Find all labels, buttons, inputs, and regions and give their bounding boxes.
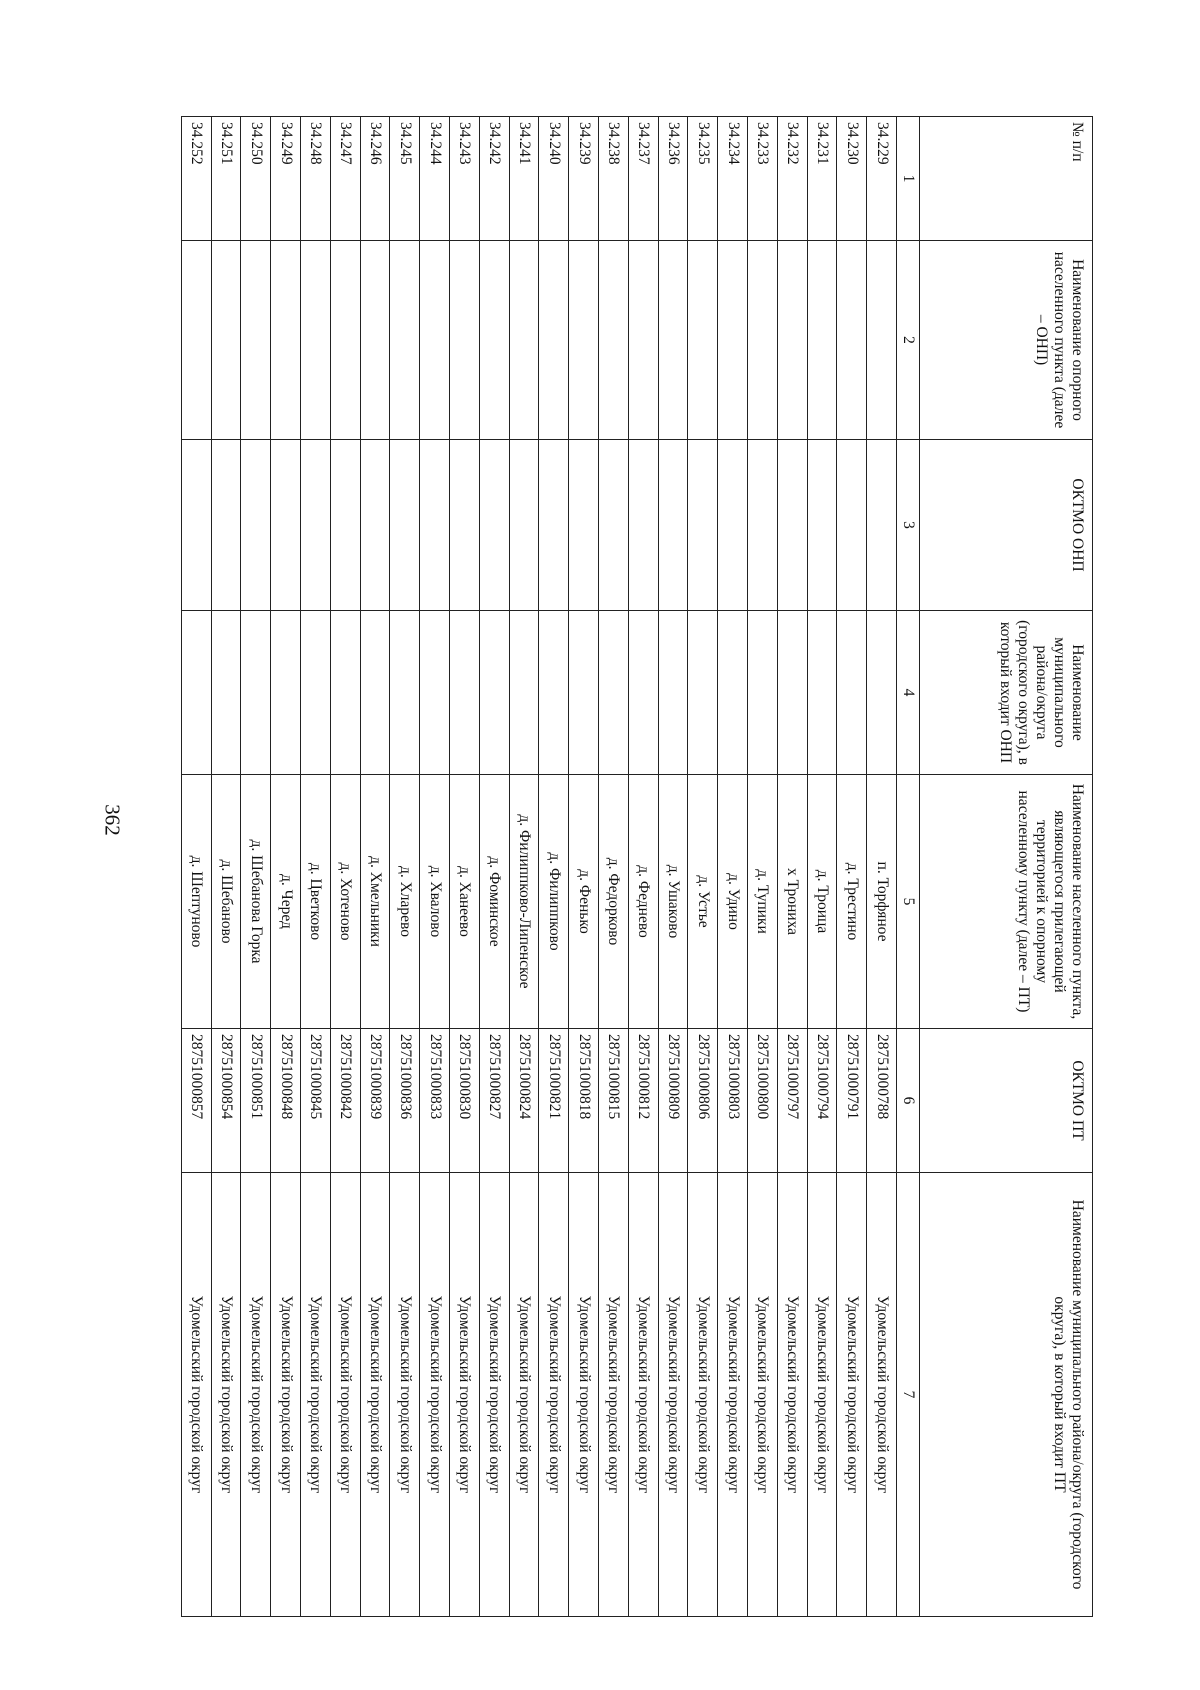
row-oktmo-onp: [479, 440, 509, 611]
row-oktmo-pt: 28751000815: [599, 1029, 629, 1173]
table-row: [390, 117, 420, 1617]
row-num: 34.232: [777, 117, 807, 241]
row-district-pt: Удомельский городской округ: [211, 1173, 241, 1617]
row-oktmo-pt: 28751000803: [718, 1029, 748, 1173]
row-num: 34.244: [420, 117, 450, 241]
row-num: 34.233: [748, 117, 778, 241]
table-row: [807, 117, 837, 1617]
row-district-onp: [599, 611, 629, 775]
row-num: 34.246: [360, 117, 390, 241]
column-number: 5: [897, 775, 920, 1029]
table-row: [599, 117, 629, 1617]
row-pt-name: д. Шебанова Горка: [241, 775, 271, 1029]
row-pt-name: д. Ханеево: [450, 775, 480, 1029]
row-oktmo-pt: 28751000848: [271, 1029, 301, 1173]
row-oktmo-pt: 28751000788: [867, 1029, 897, 1173]
row-district-pt: Удомельский городской округ: [807, 1173, 837, 1617]
row-oktmo-pt: 28751000812: [628, 1029, 658, 1173]
row-district-pt: Удомельский городской округ: [360, 1173, 390, 1617]
row-district-pt: Удомельский городской округ: [539, 1173, 569, 1617]
row-onp: [301, 241, 331, 440]
row-pt-name: д. Хвалово: [420, 775, 450, 1029]
row-district-pt: Удомельский городской округ: [688, 1173, 718, 1617]
row-district-onp: [628, 611, 658, 775]
row-num: 34.242: [479, 117, 509, 241]
row-onp: [539, 241, 569, 440]
row-oktmo-onp: [360, 440, 390, 611]
row-district-pt: Удомельский городской округ: [569, 1173, 599, 1617]
row-onp: [748, 241, 778, 440]
row-oktmo-onp: [688, 440, 718, 611]
row-district-onp: [837, 611, 867, 775]
table-row: [330, 117, 360, 1617]
row-oktmo-onp: [330, 440, 360, 611]
row-onp: [181, 241, 211, 440]
settlements-table: [181, 116, 1093, 1617]
row-pt-name: д. Феднево: [628, 775, 658, 1029]
row-num: 34.248: [301, 117, 331, 241]
header-oktmo-onp: ОКТМО ОНП: [920, 440, 1093, 611]
column-number: 7: [897, 1173, 920, 1617]
row-pt-name: д. Троица: [807, 775, 837, 1029]
row-district-onp: [867, 611, 897, 775]
column-number: 3: [897, 440, 920, 611]
row-onp: [807, 241, 837, 440]
row-oktmo-onp: [807, 440, 837, 611]
row-district-pt: Удомельский городской округ: [181, 1173, 211, 1617]
row-num: 34.229: [867, 117, 897, 241]
row-num: 34.251: [211, 117, 241, 241]
row-oktmo-onp: [867, 440, 897, 611]
row-district-onp: [420, 611, 450, 775]
row-pt-name: д. Хмельники: [360, 775, 390, 1029]
table-row: [718, 117, 748, 1617]
row-oktmo-pt: 28751000794: [807, 1029, 837, 1173]
row-oktmo-onp: [211, 440, 241, 611]
table-row: [360, 117, 390, 1617]
row-oktmo-pt: 28751000845: [301, 1029, 331, 1173]
row-oktmo-pt: 28751000824: [509, 1029, 539, 1173]
row-pt-name: д. Ушаково: [658, 775, 688, 1029]
row-pt-name: д. Хларево: [390, 775, 420, 1029]
row-district-pt: Удомельский городской округ: [479, 1173, 509, 1617]
row-district-onp: [479, 611, 509, 775]
row-num: 34.237: [628, 117, 658, 241]
table-row: [569, 117, 599, 1617]
row-district-onp: [748, 611, 778, 775]
table-row: [658, 117, 688, 1617]
header-num: № п/п: [920, 117, 1093, 241]
row-num: 34.240: [539, 117, 569, 241]
row-district-pt: Удомельский городской округ: [301, 1173, 331, 1617]
row-pt-name: д. Трестино: [837, 775, 867, 1029]
header-district-pt: Наименование муниципального района/округа (городского округа), в который входит ПТ: [920, 1173, 1093, 1617]
row-oktmo-pt: 28751000791: [837, 1029, 867, 1173]
row-oktmo-onp: [181, 440, 211, 611]
row-oktmo-pt: 28751000836: [390, 1029, 420, 1173]
row-district-onp: [241, 611, 271, 775]
row-pt-name: д. Удино: [718, 775, 748, 1029]
row-district-pt: Удомельский городской округ: [420, 1173, 450, 1617]
table-row: [241, 117, 271, 1617]
row-num: 34.231: [807, 117, 837, 241]
row-num: 34.245: [390, 117, 420, 241]
row-district-pt: Удомельский городской округ: [450, 1173, 480, 1617]
row-oktmo-onp: [837, 440, 867, 611]
table-row: [420, 117, 450, 1617]
row-oktmo-onp: [628, 440, 658, 611]
row-oktmo-pt: 28751000818: [569, 1029, 599, 1173]
row-num: 34.241: [509, 117, 539, 241]
row-oktmo-pt: 28751000809: [658, 1029, 688, 1173]
row-district-pt: Удомельский городской округ: [241, 1173, 271, 1617]
header-district-onp: Наименование муниципального района/округа (городского округа), в который входит ОНП: [920, 611, 1093, 775]
header-oktmo-pt: ОКТМО ПТ: [920, 1029, 1093, 1173]
row-oktmo-onp: [658, 440, 688, 611]
row-onp: [628, 241, 658, 440]
row-num: 34.238: [599, 117, 629, 241]
row-oktmo-onp: [539, 440, 569, 611]
row-num: 34.247: [330, 117, 360, 241]
row-oktmo-onp: [450, 440, 480, 611]
column-number: 4: [897, 611, 920, 775]
row-num: 34.230: [837, 117, 867, 241]
row-district-onp: [807, 611, 837, 775]
row-num: 34.250: [241, 117, 271, 241]
table-row: [301, 117, 331, 1617]
table-row: [837, 117, 867, 1617]
row-district-pt: Удомельский городской округ: [509, 1173, 539, 1617]
row-district-onp: [569, 611, 599, 775]
row-num: 34.243: [450, 117, 480, 241]
row-num: 34.234: [718, 117, 748, 241]
row-district-pt: Удомельский городской округ: [658, 1173, 688, 1617]
column-number: 6: [897, 1029, 920, 1173]
row-oktmo-pt: 28751000839: [360, 1029, 390, 1173]
column-number-row: [897, 117, 920, 1617]
table-row: [509, 117, 539, 1617]
row-oktmo-pt: 28751000821: [539, 1029, 569, 1173]
table-row: [628, 117, 658, 1617]
row-pt-name: х Трониха: [777, 775, 807, 1029]
row-oktmo-onp: [509, 440, 539, 611]
row-oktmo-onp: [271, 440, 301, 611]
row-pt-name: д. Фоминское: [479, 775, 509, 1029]
row-onp: [718, 241, 748, 440]
row-onp: [241, 241, 271, 440]
table-row: [450, 117, 480, 1617]
row-onp: [271, 241, 301, 440]
row-oktmo-pt: 28751000854: [211, 1029, 241, 1173]
row-num: 34.239: [569, 117, 599, 241]
table-row: [539, 117, 569, 1617]
row-district-onp: [211, 611, 241, 775]
row-num: 34.236: [658, 117, 688, 241]
row-district-pt: Удомельский городской округ: [867, 1173, 897, 1617]
row-district-onp: [301, 611, 331, 775]
row-pt-name: д. Цветково: [301, 775, 331, 1029]
row-onp: [837, 241, 867, 440]
table-row: [271, 117, 301, 1617]
header-onp: Наименование опорного населенного пункта (далее – ОНП): [920, 241, 1093, 440]
row-pt-name: д. Устье: [688, 775, 718, 1029]
row-district-onp: [181, 611, 211, 775]
row-pt-name: д. Хотеново: [330, 775, 360, 1029]
row-num: 34.249: [271, 117, 301, 241]
page-number: 362: [100, 804, 125, 836]
row-district-onp: [777, 611, 807, 775]
row-pt-name: д. Филиппково-Липенское: [509, 775, 539, 1029]
row-oktmo-onp: [718, 440, 748, 611]
row-pt-name: д. Тупики: [748, 775, 778, 1029]
row-onp: [479, 241, 509, 440]
row-onp: [420, 241, 450, 440]
row-num: 34.235: [688, 117, 718, 241]
row-pt-name: д. Федорково: [599, 775, 629, 1029]
table-row: [867, 117, 897, 1617]
row-oktmo-onp: [390, 440, 420, 611]
column-number: 1: [897, 117, 920, 241]
row-onp: [658, 241, 688, 440]
row-pt-name: д. Филиппково: [539, 775, 569, 1029]
table-body: [181, 117, 896, 1617]
row-oktmo-pt: 28751000830: [450, 1029, 480, 1173]
row-district-pt: Удомельский городской округ: [330, 1173, 360, 1617]
row-pt-name: п. Торфяное: [867, 775, 897, 1029]
row-oktmo-onp: [420, 440, 450, 611]
row-oktmo-onp: [777, 440, 807, 611]
row-district-onp: [658, 611, 688, 775]
row-pt-name: д. Шебаново: [211, 775, 241, 1029]
header-pt: Наименование населенного пункта, являющегося прилегающей территорией к опорному населенному пункту (далее – ПТ): [920, 775, 1093, 1029]
row-onp: [390, 241, 420, 440]
row-oktmo-pt: 28751000827: [479, 1029, 509, 1173]
table-row: [688, 117, 718, 1617]
row-onp: [509, 241, 539, 440]
row-oktmo-onp: [599, 440, 629, 611]
row-district-pt: Удомельский городской округ: [837, 1173, 867, 1617]
row-pt-name: д. Фенько: [569, 775, 599, 1029]
row-num: 34.252: [181, 117, 211, 241]
row-onp: [599, 241, 629, 440]
row-district-pt: Удомельский городской округ: [628, 1173, 658, 1617]
rotated-table-container: [181, 116, 1093, 1616]
table-header-row: [920, 117, 1093, 1617]
table-row: [211, 117, 241, 1617]
row-oktmo-onp: [748, 440, 778, 611]
row-onp: [330, 241, 360, 440]
row-onp: [688, 241, 718, 440]
row-oktmo-pt: 28751000842: [330, 1029, 360, 1173]
row-district-onp: [718, 611, 748, 775]
row-oktmo-pt: 28751000857: [181, 1029, 211, 1173]
row-pt-name: д. Черед: [271, 775, 301, 1029]
row-onp: [360, 241, 390, 440]
row-onp: [450, 241, 480, 440]
row-district-pt: Удомельский городской округ: [390, 1173, 420, 1617]
row-district-pt: Удомельский городской округ: [718, 1173, 748, 1617]
row-district-onp: [330, 611, 360, 775]
row-district-pt: Удомельский городской округ: [777, 1173, 807, 1617]
row-district-pt: Удомельский городской округ: [271, 1173, 301, 1617]
table-row: [479, 117, 509, 1617]
row-district-onp: [450, 611, 480, 775]
table-row: [777, 117, 807, 1617]
table-row: [181, 117, 211, 1617]
row-district-onp: [539, 611, 569, 775]
row-district-onp: [509, 611, 539, 775]
row-onp: [211, 241, 241, 440]
row-onp: [777, 241, 807, 440]
row-oktmo-pt: 28751000833: [420, 1029, 450, 1173]
row-district-onp: [271, 611, 301, 775]
row-oktmo-onp: [569, 440, 599, 611]
row-pt-name: д. Шептуново: [181, 775, 211, 1029]
row-onp: [867, 241, 897, 440]
row-oktmo-onp: [301, 440, 331, 611]
row-onp: [569, 241, 599, 440]
table-row: [748, 117, 778, 1617]
row-district-onp: [688, 611, 718, 775]
row-district-onp: [390, 611, 420, 775]
row-oktmo-pt: 28751000800: [748, 1029, 778, 1173]
row-oktmo-pt: 28751000851: [241, 1029, 271, 1173]
row-oktmo-onp: [241, 440, 271, 611]
row-oktmo-pt: 28751000806: [688, 1029, 718, 1173]
row-district-pt: Удомельский городской округ: [748, 1173, 778, 1617]
row-oktmo-pt: 28751000797: [777, 1029, 807, 1173]
row-district-pt: Удомельский городской округ: [599, 1173, 629, 1617]
column-number: 2: [897, 241, 920, 440]
row-district-onp: [360, 611, 390, 775]
